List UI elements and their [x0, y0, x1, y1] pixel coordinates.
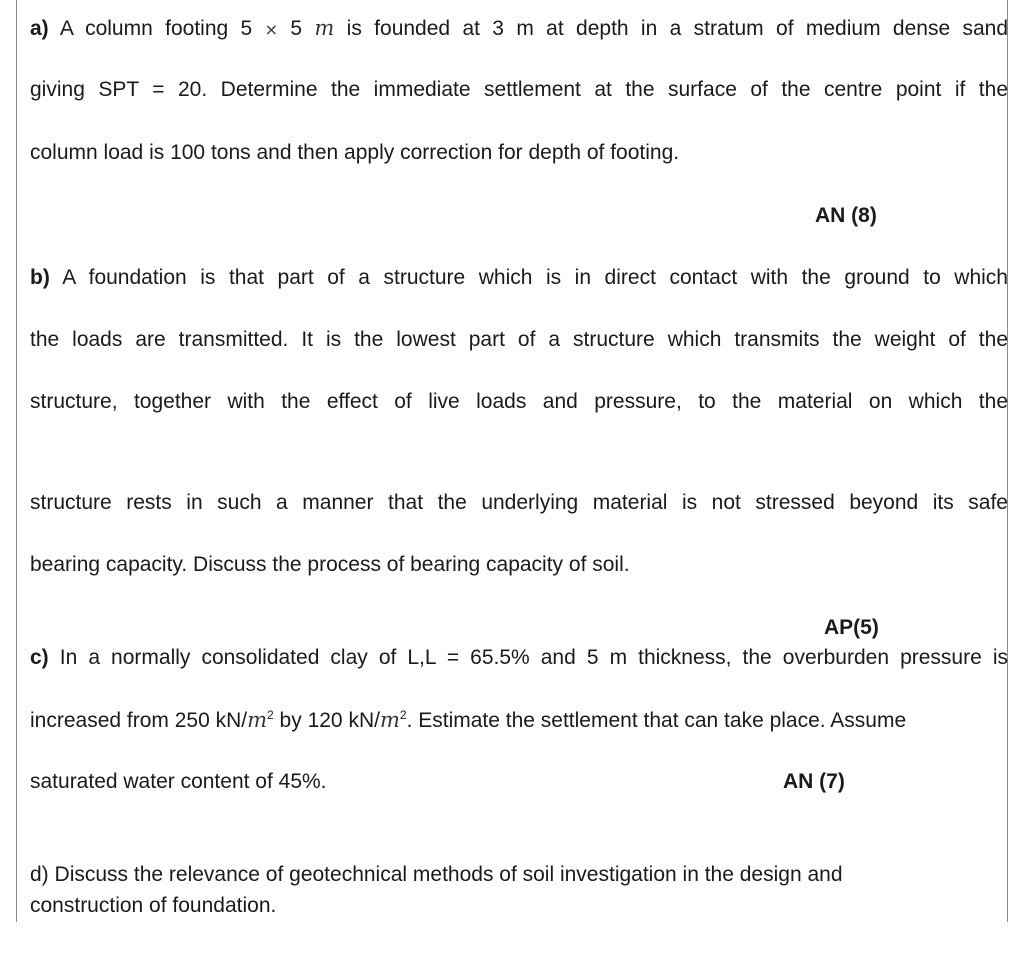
- question-d-label: d): [30, 863, 49, 886]
- question-d-line-2: construction of foundation.: [30, 894, 277, 917]
- question-b-line-1: b) A foundation is that part of a structure which is in direct contact with the ground to which: [30, 266, 1008, 289]
- question-a-line-1: a) A column footing 5 × 5 m is founded at 3 m at depth in a stratum of medium dense sand: [30, 16, 1009, 40]
- question-a-label: a): [30, 17, 49, 40]
- math-unit-m: m: [379, 708, 400, 732]
- multiply-sign: ×: [264, 20, 278, 39]
- question-a-line-2: giving SPT = 20. Determine the immediate settlement at the surface of the centre point if the: [30, 78, 1008, 101]
- question-a-line-3: column load is 100 tons and then apply correction for depth of footing.: [30, 141, 680, 164]
- question-c-line-3: saturated water content of 45%.: [30, 770, 327, 793]
- question-b-marks: AP(5): [824, 616, 879, 639]
- question-c-line-1: c) In a normally consolidated clay of L,L = 65.5% and 5 m thickness, the overburden pressure is: [30, 646, 1008, 669]
- math-unit-m: m: [314, 16, 335, 40]
- question-b-label: b): [30, 266, 50, 289]
- math-unit-m: m: [247, 708, 268, 732]
- question-c-line-2: increased from 250 $kN/m^2$ by 120 $kN/m^2$. Estimate the settlement that can take place. Assume: [30, 708, 907, 732]
- question-c-marks: AN (7): [783, 770, 845, 793]
- question-a-marks: AN (8): [815, 204, 877, 227]
- question-b-line-2: the loads are transmitted. It is the lowest part of a structure which transmits the weight of the: [30, 328, 1008, 351]
- question-b-line-4: structure rests in such a manner that the underlying material is not stressed beyond its safe: [30, 491, 1008, 514]
- question-c-label: c): [30, 646, 49, 669]
- question-d-line-1: d) Discuss the relevance of geotechnical methods of soil investigation in the design and: [30, 863, 843, 886]
- question-b-line-5: bearing capacity. Discuss the process of bearing capacity of soil.: [30, 553, 630, 576]
- question-b-line-3: structure, together with the effect of live loads and pressure, to the material on which the: [30, 390, 1008, 413]
